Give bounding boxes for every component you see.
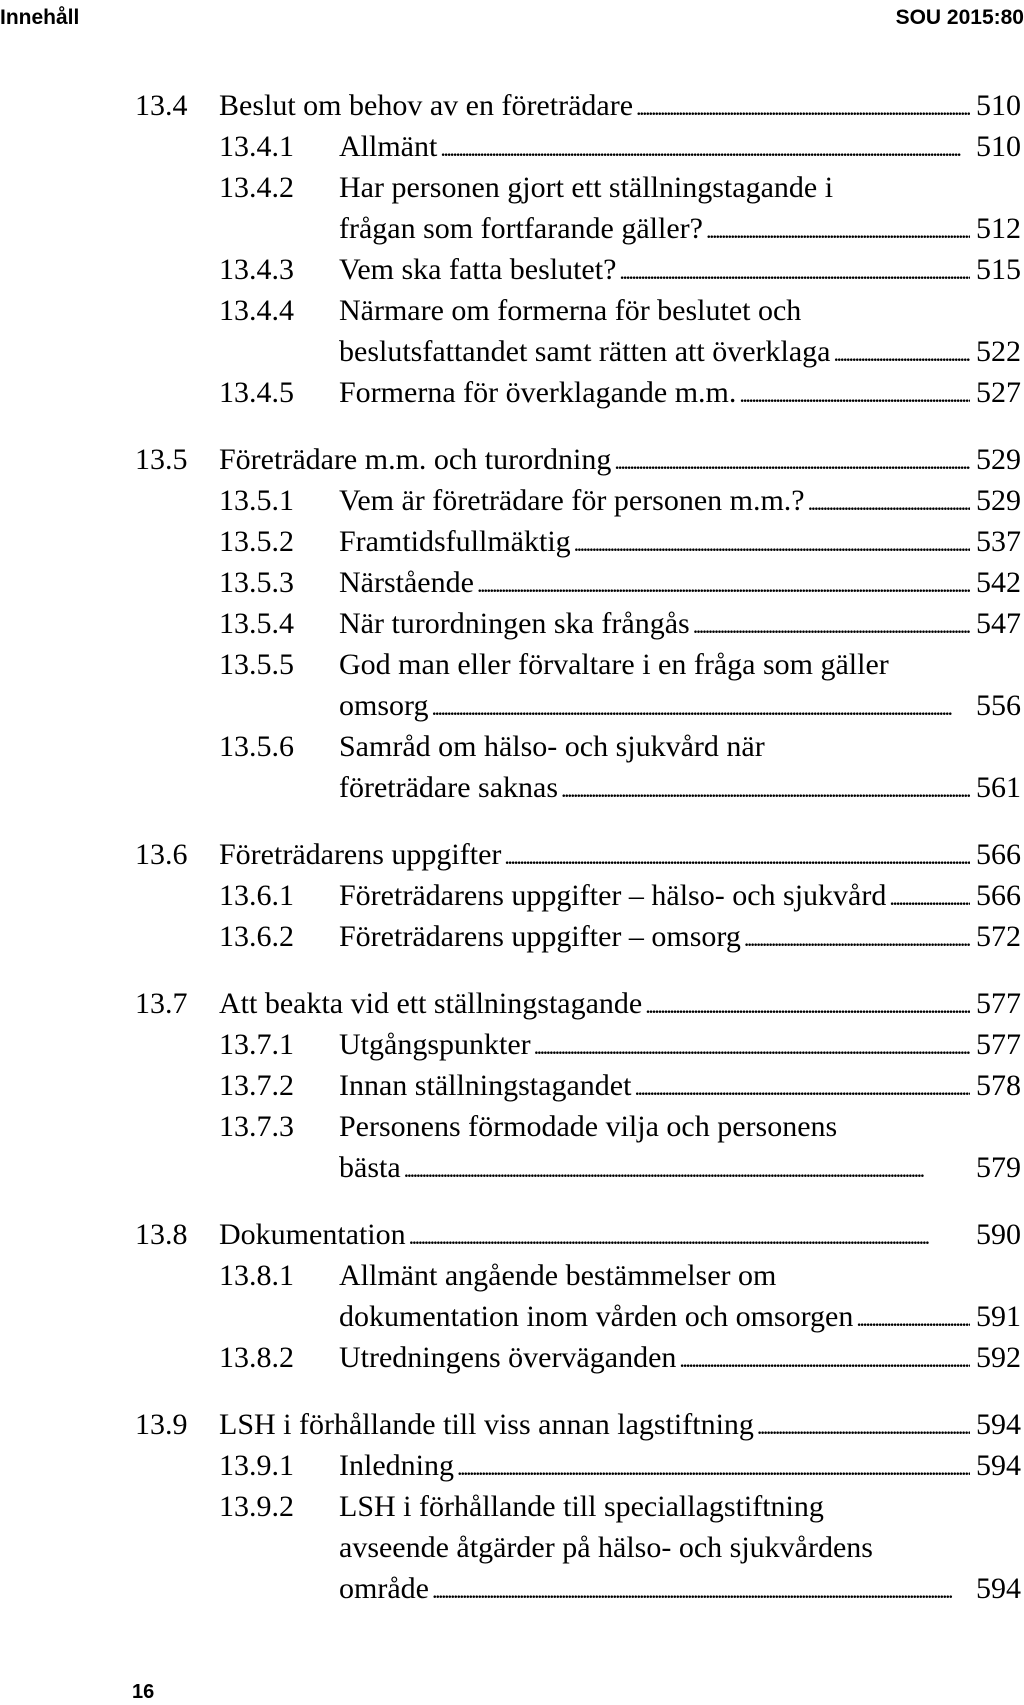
toc-entry-number: 13.5	[135, 443, 188, 476]
toc-entry-title: Allmänt	[339, 130, 438, 163]
toc-entry-number: 13.6.1	[219, 879, 294, 912]
toc-entry-number: 13.4.4	[219, 294, 294, 327]
toc-entry-number: 13.5.4	[219, 607, 294, 640]
dot-leader	[889, 878, 970, 918]
toc-entry-title: Personens förmodade vilja och personens	[339, 1110, 838, 1143]
toc-entry-page: 510	[976, 130, 1021, 163]
toc-entry-title: Innan ställningstagandet	[339, 1069, 632, 1102]
dot-leader	[833, 334, 970, 374]
toc-entry-page: 556	[976, 689, 1021, 722]
dot-leader	[636, 88, 970, 128]
toc-entry-title: Dokumentation	[219, 1218, 406, 1251]
toc-entry-number: 13.9.1	[219, 1449, 294, 1482]
toc-entry-page: 594	[976, 1408, 1021, 1441]
toc-entry-page: 542	[976, 566, 1021, 599]
dot-leader	[706, 211, 970, 251]
toc-entry-row	[339, 645, 1021, 685]
toc-entry-title: Beslut om behov av en företrädare	[219, 89, 634, 122]
toc-entry-title: Företrädarens uppgifter – omsorg	[339, 920, 741, 953]
dot-leader	[457, 1448, 970, 1488]
toc-entry-page: 594	[976, 1572, 1021, 1605]
toc-entry-page: 577	[976, 1028, 1021, 1061]
toc-entry-row	[219, 1215, 1021, 1257]
toc-entry-page: 512	[976, 212, 1021, 245]
toc-entry-title: Vem ska fatta beslutet?	[339, 253, 617, 286]
toc-entry-row	[339, 1528, 1021, 1568]
dot-leader	[534, 1027, 970, 1067]
toc-entry-row	[339, 686, 1021, 728]
toc-entry-row	[339, 1256, 1021, 1296]
toc-entry-page: 547	[976, 607, 1021, 640]
dot-leader	[409, 1217, 970, 1257]
toc-entry-title: frågan som fortfarande gäller?	[339, 212, 703, 245]
toc-entry-row	[339, 1446, 1021, 1488]
dot-leader	[614, 442, 970, 482]
dot-leader	[440, 129, 970, 169]
toc-entry-title: Närmare om formerna för beslutet och	[339, 294, 802, 327]
dot-leader	[634, 1068, 970, 1108]
toc-entry-title: Närstående	[339, 566, 474, 599]
toc-entry-title: Inledning	[339, 1449, 454, 1482]
toc-entry-title: Formerna för överklagande m.m.	[339, 376, 737, 409]
toc-entry-row	[339, 1487, 1021, 1527]
toc-entry-page: 515	[976, 253, 1021, 286]
toc-entry-title: dokumentation inom vården och omsorgen	[339, 1300, 854, 1333]
toc-entry-number: 13.7	[135, 987, 188, 1020]
toc-entry-title: Vem är företrädare för personen m.m.?	[339, 484, 805, 517]
toc-entry-row	[339, 1338, 1021, 1380]
toc-entry-page: 577	[976, 987, 1021, 1020]
toc-entry-number: 13.9.2	[219, 1490, 294, 1523]
toc-entry-title: område	[339, 1572, 429, 1605]
toc-entry-page: 594	[976, 1449, 1021, 1482]
toc-entry-row	[219, 984, 1021, 1026]
toc-entry-page: 592	[976, 1341, 1021, 1374]
toc-entry-title: LSH i förhållande till speciallagstiftning	[339, 1490, 824, 1523]
toc-entry-row	[339, 168, 1021, 208]
toc-entry-title: Att beakta vid ett ställningstagande	[219, 987, 643, 1020]
toc-entry-row	[339, 768, 1021, 810]
toc-entry-row	[339, 563, 1021, 605]
toc-entry-number: 13.7.1	[219, 1028, 294, 1061]
running-head-section: Innehåll	[0, 6, 80, 29]
dot-leader	[477, 565, 970, 605]
dot-leader	[739, 375, 970, 415]
toc-entry-number: 13.8.1	[219, 1259, 294, 1292]
toc-entry-row	[339, 1066, 1021, 1108]
toc-entry-number: 13.7.2	[219, 1069, 294, 1102]
toc-entry-title: Framtidsfullmäktig	[339, 525, 571, 558]
toc-entry-number: 13.4.3	[219, 253, 294, 286]
toc-entry-page: 590	[976, 1218, 1021, 1251]
toc-entry-row	[339, 876, 1021, 918]
toc-entry-title: bästa	[339, 1151, 401, 1184]
toc-entry-title: Företrädare m.m. och turordning	[219, 443, 612, 476]
toc-entry-number: 13.5.5	[219, 648, 294, 681]
toc-entry-row	[339, 332, 1021, 374]
dot-leader	[404, 1150, 970, 1190]
dot-leader	[744, 919, 970, 959]
toc-entry-number: 13.4.5	[219, 376, 294, 409]
toc-entry-page: 522	[976, 335, 1021, 368]
toc-entry-title: Företrädarens uppgifter – hälso- och sjukvård	[339, 879, 887, 912]
toc-entry-number: 13.5.6	[219, 730, 294, 763]
toc-entry-number: 13.7.3	[219, 1110, 294, 1143]
toc-entry-title: När turordningen ska frångås	[339, 607, 690, 640]
toc-entry-title: Utgångspunkter	[339, 1028, 531, 1061]
toc-entry-page: 529	[976, 484, 1021, 517]
toc-entry-row	[339, 1148, 1021, 1190]
toc-entry-title: omsorg	[339, 689, 429, 722]
dot-leader	[856, 1299, 970, 1339]
toc-entry-number: 13.4	[135, 89, 188, 122]
dot-leader	[679, 1340, 970, 1380]
toc-entry-title: Samråd om hälso- och sjukvård när	[339, 730, 765, 763]
toc-entry-number: 13.6.2	[219, 920, 294, 953]
toc-entry-title: Utredningens överväganden	[339, 1341, 677, 1374]
toc-entry-title: God man eller förvaltare i en fråga som gäller	[339, 648, 889, 681]
toc-entry-row	[339, 127, 1021, 169]
toc-entry-row	[219, 1405, 1021, 1447]
toc-entry-title: avseende åtgärder på hälso- och sjukvårdens	[339, 1531, 873, 1564]
toc-entry-row	[339, 727, 1021, 767]
toc-entry-row	[339, 1025, 1021, 1067]
toc-entry-title: beslutsfattandet samt rätten att överklaga	[339, 335, 831, 368]
toc-entry-title: företrädare saknas	[339, 771, 559, 804]
toc-entry-row	[339, 250, 1021, 292]
dot-leader	[757, 1407, 970, 1447]
dot-leader	[432, 1571, 970, 1611]
toc-entry-page: 566	[976, 879, 1021, 912]
toc-entry-number: 13.8.2	[219, 1341, 294, 1374]
toc-entry-row	[339, 522, 1021, 564]
toc-entry-page: 537	[976, 525, 1021, 558]
toc-entry-title: Allmänt angående bestämmelser om	[339, 1259, 777, 1292]
dot-leader	[561, 770, 970, 810]
running-head-report-id: SOU 2015:80	[895, 6, 1024, 29]
toc-entry-title: Företrädarens uppgifter	[219, 838, 502, 871]
toc-entry-number: 13.5.1	[219, 484, 294, 517]
dot-leader	[619, 252, 970, 292]
toc-entry-page: 578	[976, 1069, 1021, 1102]
toc-entry-page: 510	[976, 89, 1021, 122]
toc-entry-row	[219, 835, 1021, 877]
toc-entry-number: 13.9	[135, 1408, 188, 1441]
toc-entry-row	[219, 86, 1021, 128]
toc-entry-number: 13.6	[135, 838, 188, 871]
toc-entry-row	[339, 917, 1021, 959]
toc-entry-page: 527	[976, 376, 1021, 409]
toc-entry-row	[339, 1569, 1021, 1611]
dot-leader	[693, 606, 970, 646]
toc-entry-title: LSH i förhållande till viss annan lagstiftning	[219, 1408, 754, 1441]
toc-entry-number: 13.4.1	[219, 130, 294, 163]
dot-leader	[431, 688, 970, 728]
toc-entry-row	[339, 481, 1021, 523]
toc-entry-row	[219, 440, 1021, 482]
toc-entry-row	[339, 1107, 1021, 1147]
dot-leader	[645, 986, 970, 1026]
toc-entry-number: 13.5.3	[219, 566, 294, 599]
toc-entry-row	[339, 373, 1021, 415]
toc-entry-number: 13.5.2	[219, 525, 294, 558]
toc-entry-title: Har personen gjort ett ställningstagande i	[339, 171, 834, 204]
dot-leader	[808, 483, 970, 523]
toc-entry-page: 572	[976, 920, 1021, 953]
toc-entry-page: 566	[976, 838, 1021, 871]
toc-entry-page: 579	[976, 1151, 1021, 1184]
toc-entry-page: 561	[976, 771, 1021, 804]
toc-entry-row	[339, 291, 1021, 331]
dot-leader	[504, 837, 970, 877]
toc-entry-row	[339, 1297, 1021, 1339]
toc-entry-number: 13.4.2	[219, 171, 294, 204]
toc-entry-page: 529	[976, 443, 1021, 476]
toc-entry-row	[339, 209, 1021, 251]
dot-leader	[574, 524, 970, 564]
page-number: 16	[132, 1681, 155, 1703]
toc-entry-page: 591	[976, 1300, 1021, 1333]
toc-entry-number: 13.8	[135, 1218, 188, 1251]
toc-entry-row	[339, 604, 1021, 646]
